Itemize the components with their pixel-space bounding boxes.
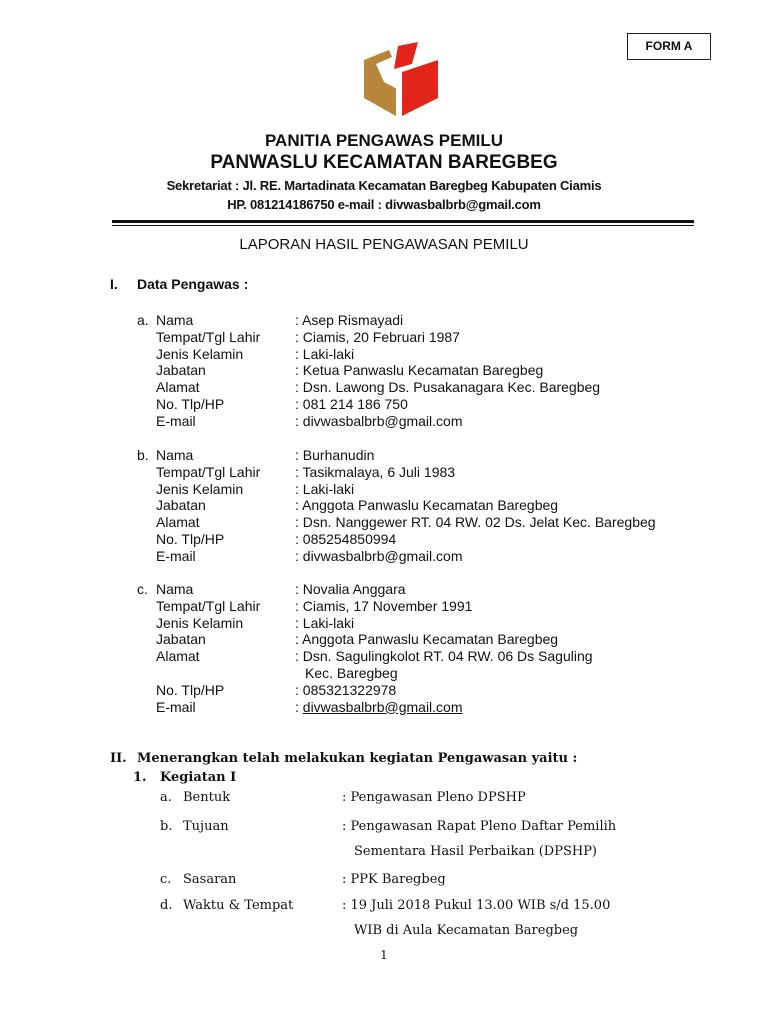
item-label: Bentuk (183, 790, 231, 805)
field-label: Jabatan (156, 497, 206, 514)
field-label: Tempat/Tgl Lahir (156, 463, 261, 480)
person-letter: a. (137, 312, 149, 328)
item-value-continued: WIB di Aula Kecamatan Baregbeg (354, 923, 579, 938)
field-label: Nama (156, 447, 194, 463)
field-value: : Dsn. Lawong Ds. Pusakanagara Kec. Baregbeg (295, 379, 601, 396)
header-divider-thin (112, 225, 694, 226)
field-value: : divwasbalbrb@gmail.com (295, 412, 463, 429)
field-label: No. Tlp/HP (156, 531, 225, 547)
field-value: : Ketua Panwaslu Kecamatan Baregbeg (295, 362, 544, 379)
org-address: Sekretariat : Jl. RE. Martadinata Kecamatan Baregbeg Kabupaten Ciamis (166, 178, 602, 193)
field-value: : Novalia Anggara (295, 581, 406, 597)
activity-number: 1. (133, 770, 147, 785)
item-value: : Pengawasan Rapat Pleno Daftar Pemilih (342, 819, 617, 834)
field-label: No. Tlp/HP (156, 681, 225, 698)
item-letter: c. (160, 872, 172, 887)
item-label: Sasaran (183, 872, 237, 887)
form-label: FORM A (627, 33, 711, 60)
field-label: Nama (156, 312, 194, 328)
field-value: : Laki-laki (295, 480, 355, 497)
header-divider (112, 220, 694, 223)
field-label: Jenis Kelamin (156, 480, 244, 497)
person-letter: c. (137, 581, 148, 597)
field-value: : Dsn. Nanggewer RT. 04 RW. 02 Ds. Jelat Kec. Baregbeg (295, 514, 656, 531)
item-value: : 19 Juli 2018 Pukul 13.00 WIB s/d 15.00 (342, 898, 611, 913)
field-value: : Asep Rismayadi (295, 312, 404, 328)
field-value: : Ciamis, 17 November 1991 (295, 597, 473, 614)
field-label: Alamat (156, 514, 200, 531)
section-title: Menerangkan telah melakukan kegiatan Pengawasan yaitu : (137, 751, 578, 766)
field-label: Tempat/Tgl Lahir (156, 597, 261, 614)
item-label: Tujuan (183, 819, 229, 834)
item-letter: d. (160, 898, 173, 913)
field-value: : 085321322978 (295, 681, 397, 698)
field-label: Jenis Kelamin (156, 345, 244, 362)
field-label: Jabatan (156, 362, 206, 379)
bawaslu-logo-icon (362, 42, 440, 118)
field-value: : Laki-laki (295, 345, 355, 362)
item-label: Waktu & Tempat (183, 898, 294, 913)
email-link[interactable]: divwasbalbrb@gmail.com (302, 698, 463, 715)
field-label: E-mail (156, 698, 196, 715)
field-label: No. Tlp/HP (156, 396, 225, 412)
field-label: Jenis Kelamin (156, 614, 244, 631)
section-number: II. (110, 751, 127, 766)
field-value: Kec. Baregbeg (305, 665, 398, 681)
field-value: : Tasikmalaya, 6 Juli 1983 (295, 463, 456, 480)
item-value-continued: Sementara Hasil Perbaikan (DPSHP) (354, 844, 598, 859)
field-value: : Dsn. Sagulingkolot RT. 04 RW. 06 Ds Saguling (295, 648, 593, 665)
field-value: : 085254850994 (295, 531, 397, 547)
field-value: : divwasbalbrb@gmail.com (295, 547, 463, 564)
field-value: : Laki-laki (295, 614, 355, 631)
field-label: Jabatan (156, 631, 206, 648)
item-letter: b. (160, 819, 173, 834)
page-number: 1 (380, 948, 388, 962)
field-label: E-mail (156, 412, 196, 429)
section-title: Data Pengawas : (137, 276, 249, 292)
org-subname: PANWASLU KECAMATAN BAREGBEG (210, 152, 558, 173)
field-value: : Anggota Panwaslu Kecamatan Baregbeg (295, 631, 559, 648)
document-title: LAPORAN HASIL PENGAWASAN PEMILU (239, 236, 529, 253)
field-value: : Burhanudin (295, 447, 375, 463)
org-name: PANITIA PENGAWAS PEMILU (264, 131, 504, 150)
person-letter: b. (137, 447, 149, 463)
field-label: Alamat (156, 379, 200, 396)
activity-title: Kegiatan I (160, 770, 237, 785)
item-value: : Pengawasan Pleno DPSHP (342, 790, 526, 805)
item-value: : PPK Baregbeg (342, 872, 446, 887)
field-value: : 081 214 186 750 (295, 396, 408, 412)
org-contact: HP. 081214186750 e-mail : divwasbalbrb@gmail.com (227, 197, 541, 212)
field-label: E-mail (156, 547, 196, 564)
field-value: : Ciamis, 20 Februari 1987 (295, 328, 460, 345)
field-label: Nama (156, 581, 194, 597)
field-value: : Anggota Panwaslu Kecamatan Baregbeg (295, 497, 559, 514)
item-letter: a. (160, 790, 172, 805)
field-label: Tempat/Tgl Lahir (156, 328, 261, 345)
field-label: Alamat (156, 648, 200, 665)
field-value: : divwasbalbrb@gmail.com (295, 698, 463, 715)
section-number: I. (110, 276, 118, 292)
